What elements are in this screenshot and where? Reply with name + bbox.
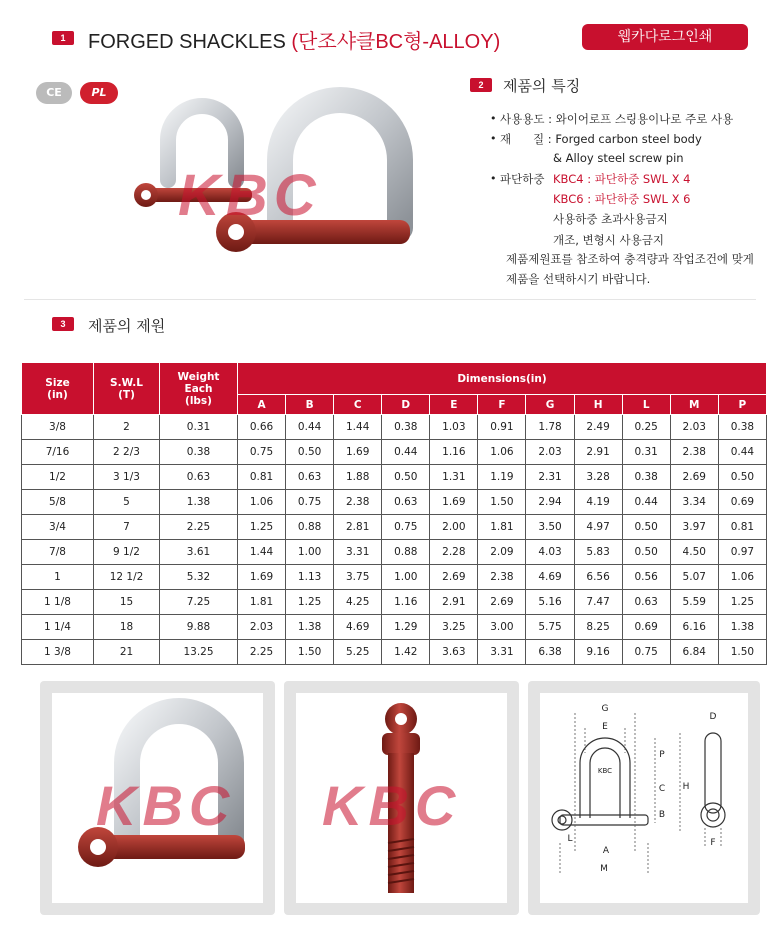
table-cell: 4.97 bbox=[574, 515, 622, 540]
table-cell: 1 1/8 bbox=[22, 590, 94, 615]
table-cell: 4.69 bbox=[526, 565, 574, 590]
shackle-photo-panel bbox=[40, 681, 275, 915]
table-cell: 1.16 bbox=[382, 590, 430, 615]
table-cell: 0.38 bbox=[160, 440, 238, 465]
table-cell: 1.38 bbox=[160, 490, 238, 515]
table-cell: 1.25 bbox=[718, 590, 766, 615]
feature-note-4: 제품을 선택하시기 바랍니다. bbox=[506, 272, 651, 286]
table-cell: 2.09 bbox=[478, 540, 526, 565]
table-cell: 4.19 bbox=[574, 490, 622, 515]
table-cell: 5/8 bbox=[22, 490, 94, 515]
diagram-label-H: H bbox=[682, 782, 690, 792]
table-cell: 1.25 bbox=[238, 515, 286, 540]
table-cell: 0.63 bbox=[286, 465, 334, 490]
table-cell: 0.75 bbox=[622, 640, 670, 665]
page-title bbox=[88, 25, 500, 54]
table-cell: 4.69 bbox=[334, 615, 382, 640]
dimension-diagram-panel bbox=[528, 681, 760, 915]
table-row bbox=[22, 440, 767, 465]
table-cell: 0.69 bbox=[622, 615, 670, 640]
table-cell: 1 3/8 bbox=[22, 640, 94, 665]
dimension-diagram bbox=[540, 693, 748, 903]
table-cell: 2.49 bbox=[574, 415, 622, 440]
header-dim-h: H bbox=[574, 395, 622, 415]
table-cell: 1.50 bbox=[286, 640, 334, 665]
table-cell: 0.50 bbox=[382, 465, 430, 490]
table-cell: 3.75 bbox=[334, 565, 382, 590]
table-cell: 18 bbox=[94, 615, 160, 640]
table-cell: 3.63 bbox=[430, 640, 478, 665]
feature-use: 사용용도 : 와이어로프 스링용이나로 주로 사용 bbox=[500, 112, 734, 126]
table-cell: 9 1/2 bbox=[94, 540, 160, 565]
table-cell: 0.31 bbox=[160, 415, 238, 440]
table-cell: 0.88 bbox=[382, 540, 430, 565]
table-cell: 8.25 bbox=[574, 615, 622, 640]
table-row bbox=[22, 465, 767, 490]
table-cell: 1.29 bbox=[382, 615, 430, 640]
table-cell: 0.25 bbox=[622, 415, 670, 440]
table-cell: 5.59 bbox=[670, 590, 718, 615]
table-cell: 6.38 bbox=[526, 640, 574, 665]
feature-note-1: 사용하중 초과사용금지 bbox=[553, 212, 668, 226]
table-cell: 5.83 bbox=[574, 540, 622, 565]
table-cell: 5.75 bbox=[526, 615, 574, 640]
dimensions-table bbox=[21, 362, 767, 665]
table-cell: 2.38 bbox=[670, 440, 718, 465]
pin-photo-panel bbox=[284, 681, 519, 915]
table-cell: 0.44 bbox=[718, 440, 766, 465]
table-cell: 0.81 bbox=[718, 515, 766, 540]
table-cell: 1.19 bbox=[478, 465, 526, 490]
table-cell: 0.75 bbox=[238, 440, 286, 465]
table-cell: 1.69 bbox=[238, 565, 286, 590]
table-cell: 0.44 bbox=[622, 490, 670, 515]
table-cell: 1.42 bbox=[382, 640, 430, 665]
table-cell: 5.25 bbox=[334, 640, 382, 665]
diagram-stamp: KBC bbox=[597, 767, 613, 775]
bullet-icon: • bbox=[490, 112, 497, 125]
table-cell: 21 bbox=[94, 640, 160, 665]
table-cell: 0.81 bbox=[238, 465, 286, 490]
diagram-label-P: P bbox=[659, 750, 665, 760]
header-dim-a: A bbox=[238, 395, 286, 415]
kbc-watermark: KBC bbox=[96, 774, 236, 837]
feature-note-3: 제품제원표를 참조하여 충격량과 작업조건에 맞게 bbox=[506, 252, 754, 266]
table-cell: 0.69 bbox=[718, 490, 766, 515]
section-divider bbox=[24, 299, 756, 300]
diagram-label-L: L bbox=[567, 834, 573, 844]
table-cell: 0.97 bbox=[718, 540, 766, 565]
table-cell: 2 bbox=[94, 415, 160, 440]
table-cell: 1.00 bbox=[382, 565, 430, 590]
table-cell: 1.69 bbox=[430, 490, 478, 515]
title-main: FORGED SHACKLES bbox=[88, 31, 292, 53]
feature-note-2: 개조, 변형시 사용금지 bbox=[553, 233, 664, 247]
web-catalog-print-button[interactable]: 웹카다로그인쇄 bbox=[582, 24, 748, 50]
header-dim-m: M bbox=[670, 395, 718, 415]
table-row bbox=[22, 540, 767, 565]
header-dimensions: Dimensions(in) bbox=[238, 363, 767, 395]
table-cell: 3.34 bbox=[670, 490, 718, 515]
table-cell: 3.31 bbox=[334, 540, 382, 565]
table-cell: 0.50 bbox=[622, 515, 670, 540]
table-cell: 9.88 bbox=[160, 615, 238, 640]
product-hero-image bbox=[120, 60, 420, 290]
table-cell: 0.31 bbox=[622, 440, 670, 465]
table-cell: 7.25 bbox=[160, 590, 238, 615]
table-cell: 0.50 bbox=[622, 540, 670, 565]
table-cell: 7 bbox=[94, 515, 160, 540]
table-cell: 1.69 bbox=[334, 440, 382, 465]
table-row bbox=[22, 565, 767, 590]
kbc-watermark: KBC bbox=[178, 163, 322, 228]
header-dim-g: G bbox=[526, 395, 574, 415]
dimensions-title: 제품의 제원 bbox=[88, 317, 166, 335]
table-cell: 2.91 bbox=[430, 590, 478, 615]
section-badge-3: 3 bbox=[52, 317, 74, 331]
bullet-icon: • bbox=[490, 132, 497, 145]
table-cell: 1.16 bbox=[430, 440, 478, 465]
table-cell: 2.25 bbox=[238, 640, 286, 665]
table-cell: 0.38 bbox=[718, 415, 766, 440]
table-cell: 1 1/4 bbox=[22, 615, 94, 640]
table-cell: 1.38 bbox=[718, 615, 766, 640]
table-row bbox=[22, 615, 767, 640]
table-cell: 0.63 bbox=[622, 590, 670, 615]
table-cell: 2.03 bbox=[526, 440, 574, 465]
table-row bbox=[22, 640, 767, 665]
table-cell: 3.00 bbox=[478, 615, 526, 640]
features-title: 제품의 특징 bbox=[503, 77, 581, 95]
table-cell: 1.13 bbox=[286, 565, 334, 590]
table-cell: 5.32 bbox=[160, 565, 238, 590]
table-cell: 0.88 bbox=[286, 515, 334, 540]
header-dim-l: L bbox=[622, 395, 670, 415]
table-cell: 2.38 bbox=[334, 490, 382, 515]
table-cell: 3/8 bbox=[22, 415, 94, 440]
table-cell: 3.25 bbox=[430, 615, 478, 640]
table-cell: 9.16 bbox=[574, 640, 622, 665]
bullet-icon: • bbox=[490, 172, 497, 185]
diagram-label-G: G bbox=[601, 704, 609, 714]
table-cell: 2.00 bbox=[430, 515, 478, 540]
table-cell: 6.84 bbox=[670, 640, 718, 665]
feature-material-2: & Alloy steel screw pin bbox=[553, 151, 684, 165]
feature-material: 재 질 : Forged carbon steel body bbox=[500, 132, 702, 146]
header-swl: S.W.L (T) bbox=[94, 363, 160, 415]
pl-mark-logo: PL bbox=[80, 82, 118, 104]
table-cell: 3/4 bbox=[22, 515, 94, 540]
table-cell: 1.50 bbox=[478, 490, 526, 515]
header-weight: Weight Each (lbs) bbox=[160, 363, 238, 415]
table-cell: 2.25 bbox=[160, 515, 238, 540]
table-cell: 2.69 bbox=[430, 565, 478, 590]
table-cell: 1.38 bbox=[286, 615, 334, 640]
table-cell: 2.91 bbox=[574, 440, 622, 465]
table-row bbox=[22, 590, 767, 615]
table-cell: 1/2 bbox=[22, 465, 94, 490]
table-cell: 1.25 bbox=[286, 590, 334, 615]
table-cell: 3 1/3 bbox=[94, 465, 160, 490]
diagram-label-M: M bbox=[600, 864, 608, 874]
diagram-label-A: A bbox=[602, 846, 610, 856]
table-cell: 2 2/3 bbox=[94, 440, 160, 465]
table-cell: 7/8 bbox=[22, 540, 94, 565]
table-cell: 1.00 bbox=[286, 540, 334, 565]
table-cell: 5.07 bbox=[670, 565, 718, 590]
table-cell: 0.56 bbox=[622, 565, 670, 590]
diagram-label-D: D bbox=[709, 712, 717, 722]
table-cell: 1.81 bbox=[478, 515, 526, 540]
diagram-label-B: B bbox=[658, 810, 666, 820]
table-row bbox=[22, 515, 767, 540]
header-dim-b: B bbox=[286, 395, 334, 415]
table-cell: 3.61 bbox=[160, 540, 238, 565]
table-cell: 7/16 bbox=[22, 440, 94, 465]
feature-break-label: 파단하중 bbox=[500, 172, 545, 186]
table-cell: 2.28 bbox=[430, 540, 478, 565]
feature-kbc4: KBC4 : 파단하중 SWL X 4 bbox=[553, 172, 691, 186]
table-cell: 2.38 bbox=[478, 565, 526, 590]
table-cell: 4.25 bbox=[334, 590, 382, 615]
table-cell: 0.50 bbox=[718, 465, 766, 490]
diagram-label-F: F bbox=[710, 838, 716, 848]
table-cell: 0.38 bbox=[382, 415, 430, 440]
table-cell: 0.44 bbox=[286, 415, 334, 440]
header-dim-c: C bbox=[334, 395, 382, 415]
table-cell: 7.47 bbox=[574, 590, 622, 615]
title-accent: (단조샤클BC형-ALLOY) bbox=[291, 31, 501, 53]
header-dim-d: D bbox=[382, 395, 430, 415]
header-dim-e: E bbox=[430, 395, 478, 415]
table-cell: 1.44 bbox=[334, 415, 382, 440]
table-cell: 1.88 bbox=[334, 465, 382, 490]
table-cell: 6.56 bbox=[574, 565, 622, 590]
table-cell: 1.06 bbox=[238, 490, 286, 515]
table-cell: 0.63 bbox=[382, 490, 430, 515]
table-cell: 2.69 bbox=[478, 590, 526, 615]
table-cell: 2.03 bbox=[670, 415, 718, 440]
table-cell: 3.97 bbox=[670, 515, 718, 540]
table-cell: 4.03 bbox=[526, 540, 574, 565]
table-cell: 1.03 bbox=[430, 415, 478, 440]
table-cell: 1.06 bbox=[718, 565, 766, 590]
section-badge-1: 1 bbox=[52, 31, 74, 45]
table-cell: 1.78 bbox=[526, 415, 574, 440]
table-cell: 1.50 bbox=[718, 640, 766, 665]
table-cell: 0.50 bbox=[286, 440, 334, 465]
table-cell: 0.66 bbox=[238, 415, 286, 440]
table-cell: 2.81 bbox=[334, 515, 382, 540]
table-cell: 2.94 bbox=[526, 490, 574, 515]
header-dim-f: F bbox=[478, 395, 526, 415]
table-cell: 0.44 bbox=[382, 440, 430, 465]
table-cell: 5.16 bbox=[526, 590, 574, 615]
ce-mark-logo: CE bbox=[36, 82, 72, 104]
table-row bbox=[22, 415, 767, 440]
table-cell: 5 bbox=[94, 490, 160, 515]
section-badge-2: 2 bbox=[470, 78, 492, 92]
diagram-label-C: C bbox=[658, 784, 666, 794]
feature-kbc6: KBC6 : 파단하중 SWL X 6 bbox=[553, 192, 691, 206]
table-cell: 0.63 bbox=[160, 465, 238, 490]
table-cell: 3.50 bbox=[526, 515, 574, 540]
table-cell: 0.38 bbox=[622, 465, 670, 490]
table-cell: 0.91 bbox=[478, 415, 526, 440]
table-cell: 1.44 bbox=[238, 540, 286, 565]
kbc-watermark: KBC bbox=[322, 774, 462, 837]
table-cell: 13.25 bbox=[160, 640, 238, 665]
table-cell: 0.75 bbox=[286, 490, 334, 515]
diagram-label-E: E bbox=[602, 722, 608, 732]
table-cell: 1.81 bbox=[238, 590, 286, 615]
table-cell: 4.50 bbox=[670, 540, 718, 565]
table-cell: 3.28 bbox=[574, 465, 622, 490]
table-row bbox=[22, 490, 767, 515]
table-cell: 12 1/2 bbox=[94, 565, 160, 590]
table-cell: 2.69 bbox=[670, 465, 718, 490]
header-size: Size (in) bbox=[22, 363, 94, 415]
table-cell: 2.03 bbox=[238, 615, 286, 640]
table-cell: 1 bbox=[22, 565, 94, 590]
header-dim-p: P bbox=[718, 395, 766, 415]
table-cell: 2.31 bbox=[526, 465, 574, 490]
table-cell: 0.75 bbox=[382, 515, 430, 540]
table-cell: 1.31 bbox=[430, 465, 478, 490]
table-cell: 3.31 bbox=[478, 640, 526, 665]
table-cell: 15 bbox=[94, 590, 160, 615]
table-cell: 6.16 bbox=[670, 615, 718, 640]
table-cell: 1.06 bbox=[478, 440, 526, 465]
